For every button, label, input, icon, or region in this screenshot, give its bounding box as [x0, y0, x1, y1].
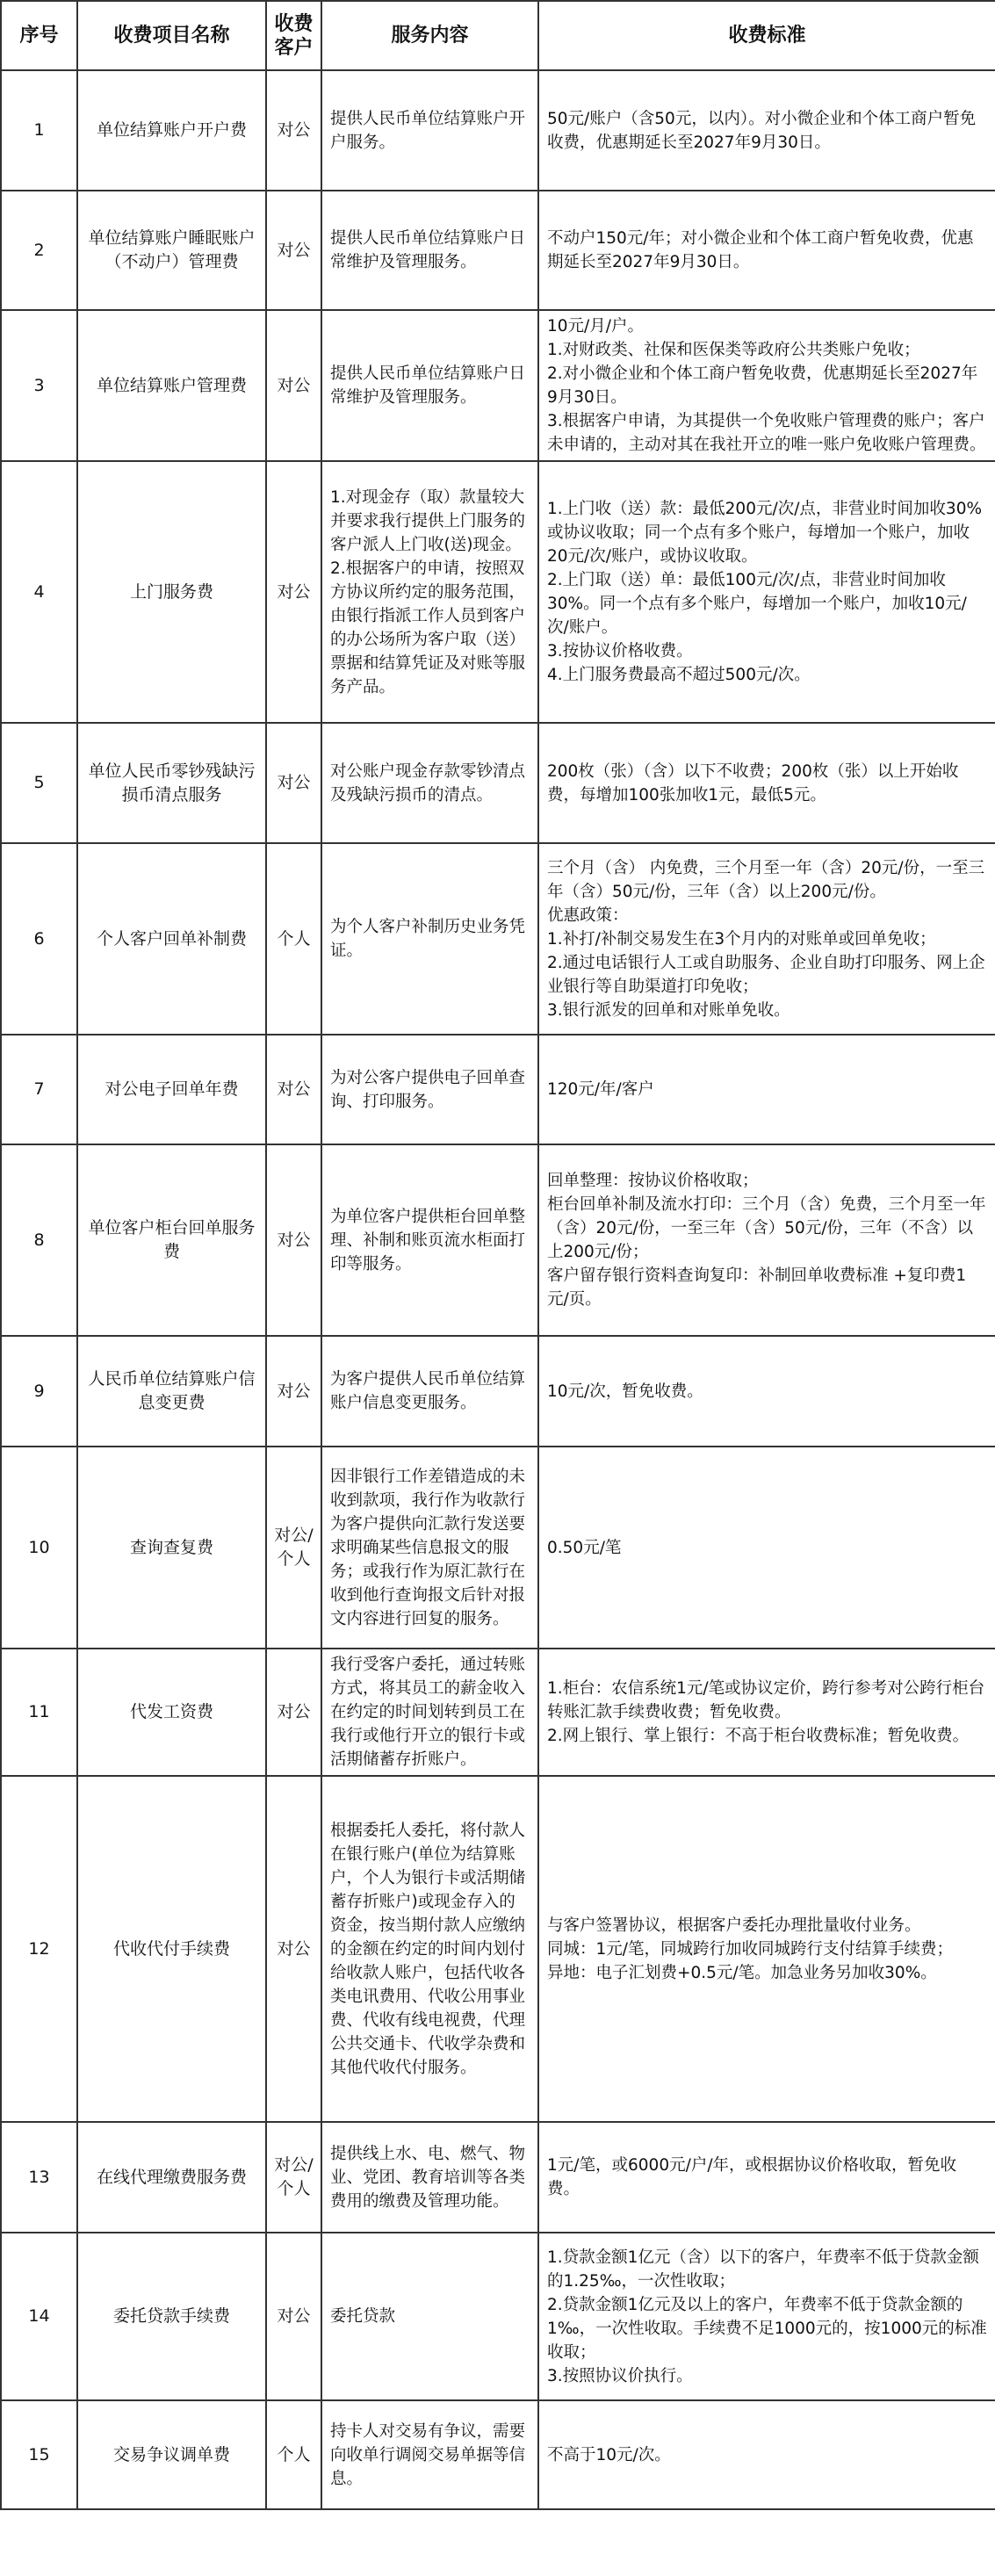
table-row: [1, 2400, 995, 2509]
fee-customer-type: 对公: [266, 1144, 321, 1336]
fee-item-name: 单位结算账户睡眠账户（不动户）管理费: [77, 191, 266, 310]
fee-standard: 200枚（张）（含）以下不收费；200枚（张）以上开始收费，每增加100张加收1元，最低5元。: [538, 723, 995, 843]
service-content: 为单位客户提供柜台回单整理、补制和账页流水柜面打印等服务。: [321, 1144, 538, 1336]
table-row: [1, 1035, 995, 1144]
table-row: [1, 843, 995, 1035]
fee-customer-type: 对公: [266, 1035, 321, 1144]
fee-standard: 10元/月/户。 1.对财政类、社保和医保类等政府公共类账户免收； 2.对小微企业和个体工商户暂免收费，优惠期延长至2027年9月30日。 3.根据客户申请，为其提供一个免收账户管理费的账户；客户未申请的，主动对其在我社开立的唯一账户免收账户管理费。: [538, 310, 995, 461]
header-no: 序号: [1, 1, 77, 70]
fee-item-name: 个人客户回单补制费: [77, 843, 266, 1035]
fee-standard: 不高于10元/次。: [538, 2400, 995, 2509]
header-row: [1, 1, 995, 70]
table-row: [1, 1336, 995, 1447]
fee-item-name: 单位结算账户管理费: [77, 310, 266, 461]
service-content: 根据委托人委托，将付款人在银行账户(单位为结算账户，个人为银行卡或活期储蓄存折账户)或现金存入的资金，按当期付款人应缴纳的金额在约定的时间内划付给收款人账户，包括代收各类电讯费用、代收公用事业费、代收有线电视费，代理公共交通卡、代收学杂费和其他代收代付服务。: [321, 1776, 538, 2122]
fee-standard: 1元/笔，或6000元/户/年，或根据协议价格收取，暂免收费。: [538, 2122, 995, 2233]
fee-standard: 10元/次，暂免收费。: [538, 1336, 995, 1447]
header-name: 收费项目名称: [77, 1, 266, 70]
service-content: 为个人客户补制历史业务凭证。: [321, 843, 538, 1035]
row-number: 4: [1, 461, 77, 723]
fee-standard: 回单整理：按协议价格收取； 柜台回单补制及流水打印：三个月（含）免费，三个月至一年（含）20元/份，一至三年（含）50元/份，三年（不含）以上200元/份； 客户留存银行资料查询复印：补制回单收费标准 +复印费1元/页。: [538, 1144, 995, 1336]
fee-standard: 不动户150元/年；对小微企业和个体工商户暂免收费，优惠期延长至2027年9月30日。: [538, 191, 995, 310]
fee-customer-type: 个人: [266, 2400, 321, 2509]
row-number: 12: [1, 1776, 77, 2122]
service-content: 提供人民币单位结算账户日常维护及管理服务。: [321, 191, 538, 310]
row-number: 14: [1, 2233, 77, 2400]
table-row: [1, 70, 995, 191]
row-number: 3: [1, 310, 77, 461]
row-number: 11: [1, 1649, 77, 1776]
header-customer: 收费 客户: [266, 1, 321, 70]
fee-item-name: 代收代付手续费: [77, 1776, 266, 2122]
fee-item-name: 代发工资费: [77, 1649, 266, 1776]
service-content: 委托贷款: [321, 2233, 538, 2400]
table-row: [1, 191, 995, 310]
fee-table-body: [1, 70, 995, 2509]
service-content: 为客户提供人民币单位结算账户信息变更服务。: [321, 1336, 538, 1447]
header-standard: 收费标准: [538, 1, 995, 70]
service-content: 因非银行工作差错造成的未收到款项，我行作为收款行为客户提供向汇款行发送要求明确某些信息报文的服务；或我行作为原汇款行在收到他行查询报文后针对报文内容进行回复的服务。: [321, 1447, 538, 1649]
fee-standard: 1.柜台：农信系统1元/笔或协议定价，跨行参考对公跨行柜台转账汇款手续费收费；暂免收费。 2.网上银行、掌上银行：不高于柜台收费标准；暂免收费。: [538, 1649, 995, 1776]
row-number: 6: [1, 843, 77, 1035]
table-row: [1, 1447, 995, 1649]
service-content: 为对公客户提供电子回单查询、打印服务。: [321, 1035, 538, 1144]
row-number: 1: [1, 70, 77, 191]
fee-item-name: 人民币单位结算账户信息变更费: [77, 1336, 266, 1447]
service-content: 提供人民币单位结算账户日常维护及管理服务。: [321, 310, 538, 461]
table-row: [1, 1649, 995, 1776]
fee-item-name: 单位人民币零钞残缺污损币清点服务: [77, 723, 266, 843]
fee-standard: 50元/账户（含50元，以内）。对小微企业和个体工商户暂免收费，优惠期延长至2027年9月30日。: [538, 70, 995, 191]
service-content: 提供线上水、电、燃气、物业、党团、教育培训等各类费用的缴费及管理功能。: [321, 2122, 538, 2233]
fee-standard: 三个月（含） 内免费，三个月至一年（含）20元/份，一至三年（含）50元/份，三年（含）以上200元/份。 优惠政策： 1.补打/补制交易发生在3个月内的对账单或回单免收； 2.通过电话银行人工或自助服务、企业自助打印服务、网上企业银行等自助渠道打印免收； 3.银行派发的回单和对账单免收。: [538, 843, 995, 1035]
row-number: 13: [1, 2122, 77, 2233]
service-content: 1.对现金存（取）款量较大并要求我行提供上门服务的客户派人上门收(送)现金。 2.根据客户的申请，按照双方协议所约定的服务范围，由银行指派工作人员到客户的办公场所为客户取（送）票据和结算凭证及对账等服务产品。: [321, 461, 538, 723]
fee-customer-type: 对公/ 个人: [266, 1447, 321, 1649]
fee-item-name: 单位结算账户开户费: [77, 70, 266, 191]
fee-item-name: 委托贷款手续费: [77, 2233, 266, 2400]
fee-customer-type: 对公: [266, 70, 321, 191]
row-number: 2: [1, 191, 77, 310]
table-row: [1, 1776, 995, 2122]
fee-customer-type: 对公: [266, 1776, 321, 2122]
fee-customer-type: 对公: [266, 461, 321, 723]
fee-item-name: 查询查复费: [77, 1447, 266, 1649]
fee-customer-type: 对公: [266, 1336, 321, 1447]
row-number: 8: [1, 1144, 77, 1336]
header-content: 服务内容: [321, 1, 538, 70]
fee-standard: 与客户签署协议，根据客户委托办理批量收付业务。 同城：1元/笔，同城跨行加收同城跨行支付结算手续费； 异地：电子汇划费+0.5元/笔。加急业务另加收30%。: [538, 1776, 995, 2122]
service-content: 对公账户现金存款零钞清点及残缺污损币的清点。: [321, 723, 538, 843]
fee-item-name: 交易争议调单费: [77, 2400, 266, 2509]
table-row: [1, 2122, 995, 2233]
row-number: 10: [1, 1447, 77, 1649]
table-row: [1, 2233, 995, 2400]
fee-customer-type: 对公: [266, 310, 321, 461]
row-number: 9: [1, 1336, 77, 1447]
fee-customer-type: 对公: [266, 191, 321, 310]
row-number: 15: [1, 2400, 77, 2509]
table-row: [1, 461, 995, 723]
service-content: 持卡人对交易有争议，需要向收单行调阅交易单据等信息。: [321, 2400, 538, 2509]
fee-customer-type: 对公: [266, 723, 321, 843]
fee-standard: 1.上门收（送）款：最低200元/次/点，非营业时间加收30%或协议收取；同一个点有多个账户，每增加一个账户，加收20元/次/账户，或协议收取。 2.上门取（送）单：最低100元/次/点，非营业时间加收30%。同一个点有多个账户，每增加一个账户，加收10元/次/账户。 3.按协议价格收费。 4.上门服务费最高不超过500元/次。: [538, 461, 995, 723]
fee-customer-type: 个人: [266, 843, 321, 1035]
fee-standard: 1.贷款金额1亿元（含）以下的客户，年费率不低于贷款金额的1.25‰，一次性收取； 2.贷款金额1亿元及以上的客户，年费率不低于贷款金额的1‰，一次性收取。手续费不足1000元的，按1000元的标准收取； 3.按照协议价执行。: [538, 2233, 995, 2400]
fee-item-name: 单位客户柜台回单服务费: [77, 1144, 266, 1336]
fee-customer-type: 对公: [266, 1649, 321, 1776]
service-content: 提供人民币单位结算账户开户服务。: [321, 70, 538, 191]
row-number: 5: [1, 723, 77, 843]
table-row: [1, 723, 995, 843]
table-row: [1, 1144, 995, 1336]
table-row: [1, 310, 995, 461]
row-number: 7: [1, 1035, 77, 1144]
fee-standard: 120元/年/客户: [538, 1035, 995, 1144]
fee-standard: 0.50元/笔: [538, 1447, 995, 1649]
fee-item-name: 上门服务费: [77, 461, 266, 723]
fee-customer-type: 对公/ 个人: [266, 2122, 321, 2233]
fee-item-name: 对公电子回单年费: [77, 1035, 266, 1144]
fee-item-name: 在线代理缴费服务费: [77, 2122, 266, 2233]
service-content: 我行受客户委托，通过转账方式，将其员工的薪金收入在约定的时间划转到员工在我行或他行开立的银行卡或活期储蓄存折账户。: [321, 1649, 538, 1776]
fee-customer-type: 对公: [266, 2233, 321, 2400]
